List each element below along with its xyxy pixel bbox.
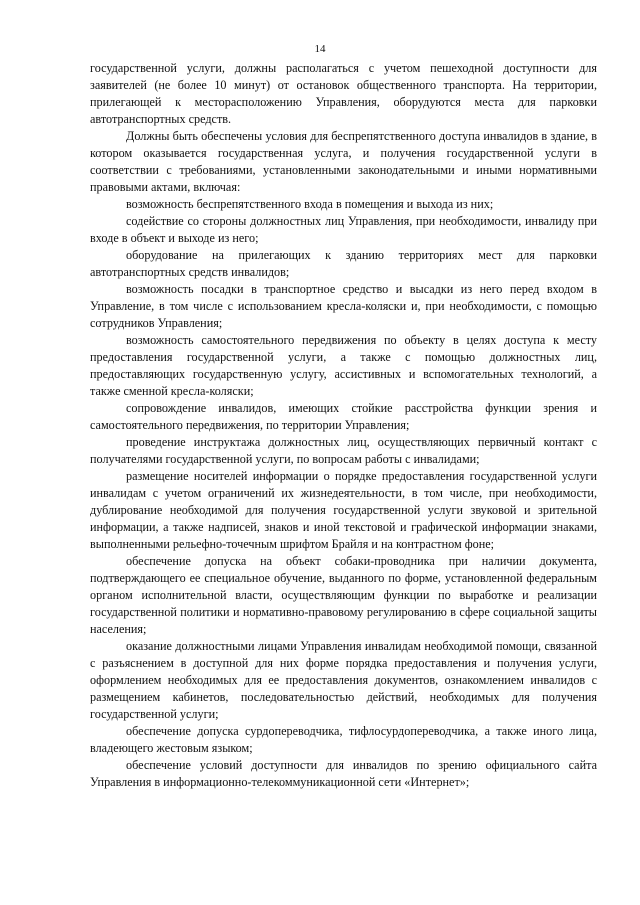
paragraph: размещение носителей информации о порядке предоставления государственной услуги инвалидам с учетом ограничений их жизнедеятельности, в том числе, при необходимости, дублирование необходимой для получения государственной услуги звуковой и зрительной информации, а также надписей, знаков и иной текстовой и графической информации знаками, выполненными рельефно-точечным шрифтом Брайля и на контрастном фоне; — [90, 469, 597, 551]
paragraph: возможность беспрепятственного входа в помещения и выхода из них; — [126, 197, 494, 211]
paragraph: содействие со стороны должностных лиц Управления, при необходимости, инвалиду при входе в объект и выходе из него; — [90, 214, 597, 245]
paragraph: обеспечение условий доступности для инвалидов по зрению официального сайта Управления в информационно-телекоммуникационной сети «Интернет»; — [90, 758, 597, 789]
paragraph: государственной услуги, должны располагаться с учетом пешеходной доступности для заявителей (не более 10 минут) от остановок общественного транспорта. На территории, прилегающей к месторасположению Управления, оборудуются места для парковки автотранспортных средств. — [90, 61, 597, 126]
paragraph: обеспечение допуска на объект собаки-проводника при наличии документа, подтверждающего ее специальное обучение, выданного по форме, установленной федеральным органом исполнительной власти, осуществляющим функции по выработке и реализации государственной политики и нормативно-правовому регулированию в сфере социальной защиты населения; — [90, 554, 597, 636]
page-number: 14 — [314, 43, 326, 55]
paragraph: обеспечение допуска сурдопереводчика, тифлосурдопереводчика, а также иного лица, владеющего жестовым языком; — [90, 724, 597, 755]
paragraph: оказание должностными лицами Управления инвалидам необходимой помощи, связанной с разъяснением в доступной для них форме порядка предоставления и получения услуги, оформлением необходимых для ее предоставления документов, ознакомлением инвалидов с размещением кабинетов, последовательностью действий, необходимых для получения государственной услуги; — [90, 639, 597, 721]
paragraph: возможность самостоятельного передвижения по объекту в целях доступа к месту предоставления государственной услуги, а также с помощью должностных лиц, предоставляющих государственную услугу, ассистивных и вспомогательных технологий, а также сменной кресла-коляски; — [90, 333, 597, 398]
paragraph: Должны быть обеспечены условия для беспрепятственного доступа инвалидов в здание, в котором оказывается государственная услуга, и получения государственной услуги в соответствии с требованиями, установленными законодательными и иными нормативными правовыми актами, включая: — [90, 129, 597, 194]
paragraph: оборудование на прилегающих к зданию территориях мест для парковки автотранспортных средств инвалидов; — [90, 248, 597, 279]
body-text — [90, 60, 597, 791]
paragraph: возможность посадки в транспортное средство и высадки из него перед входом в Управление, в том числе с использованием кресла-коляски и, при необходимости, с помощью сотрудников Управления; — [90, 282, 597, 330]
paragraph: сопровождение инвалидов, имеющих стойкие расстройства функции зрения и самостоятельного передвижения, по территории Управления; — [90, 401, 597, 432]
paragraph: проведение инструктажа должностных лиц, осуществляющих первичный контакт с получателями государственной услуги, по вопросам работы с инвалидами; — [90, 435, 597, 466]
